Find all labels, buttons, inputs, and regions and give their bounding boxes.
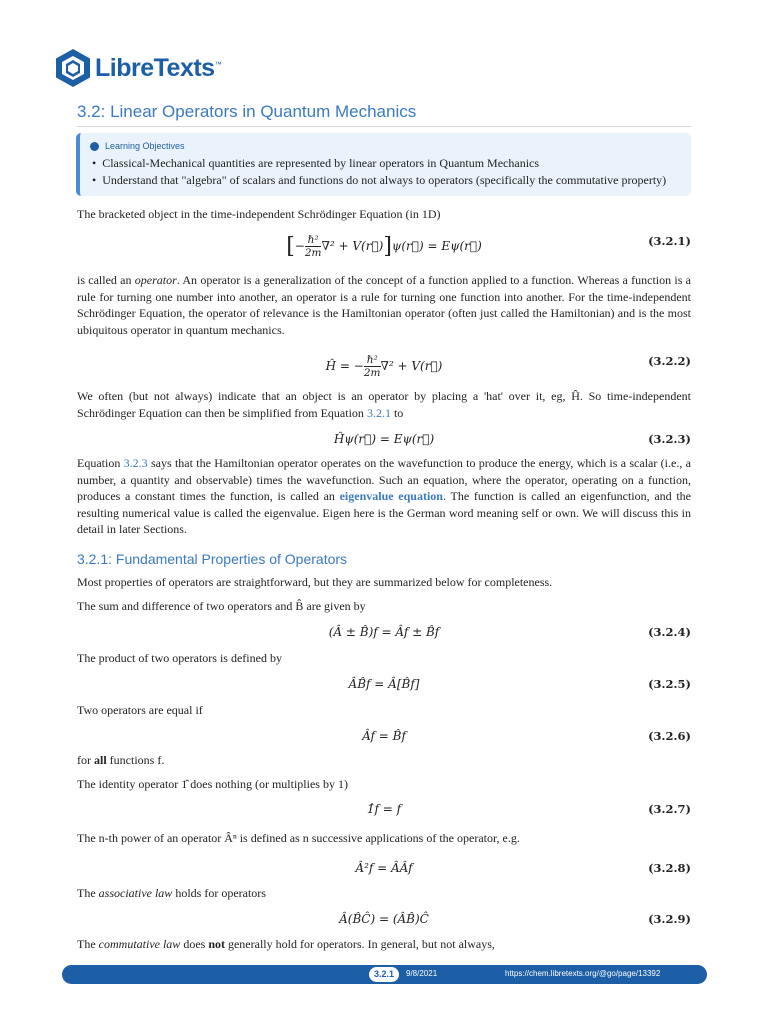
- footer-page-number: 3.2.1: [369, 967, 399, 982]
- paragraph: The bracketed object in the time-independent Schrödinger Equation (in 1D): [77, 207, 441, 221]
- footer-date: 9/8/2021: [406, 969, 438, 978]
- equation-link[interactable]: 3.2.3: [123, 456, 148, 470]
- libretexts-logo-icon: [55, 48, 91, 88]
- logo-text: LibreTexts™: [95, 53, 222, 82]
- paragraph: is called an operator. An operator is a generalization of the concept of a function applied to a function. Whereas a function is a rule for turning one number into another, an operator is a rule for turning one function into another. For the time-independent Schrödinger Equation, the operator of relevance is the Hamiltonian operator (often just called the Hamiltonian) and is the most ubiquitous operator in quantum mechanics.: [77, 273, 691, 337]
- libretexts-logo[interactable]: [55, 48, 221, 88]
- equation-math: Ĥ = − $\frac{\text{ℏ²}}{2m}$ ∇² + V(r⃗): [325, 354, 443, 379]
- equation-3-2-4: [77, 619, 691, 649]
- paragraph: The n-th power of an operator Âⁿ is defined as n successive applications of the operator, e.g.: [77, 831, 520, 845]
- paragraph: for all functions f.: [77, 753, 165, 767]
- equation-number: (3.2.4): [648, 625, 691, 639]
- equation-math: Â²f = ÂÂf: [355, 861, 413, 875]
- paragraph: The sum and difference of two operators and B̂ are given by: [77, 599, 366, 613]
- equation-3-2-3: [77, 426, 691, 456]
- equation-number: (3.2.6): [648, 729, 691, 743]
- equation-3-2-2: [77, 348, 691, 378]
- objectives-list: [92, 155, 666, 189]
- equation-number: (3.2.8): [648, 861, 691, 875]
- paragraph: The commutative law does not generally hold for operators. In general, but not always,: [77, 937, 495, 951]
- equation-3-2-9: [77, 906, 691, 936]
- paragraph: We often (but not always) indicate that an object is an operator by placing a 'hat' over it, eg, Ĥ. So time-independent Schrödinger Equation can then be simplified from Equation 3.2.1 to: [77, 389, 691, 420]
- equation-3-2-1: [77, 228, 691, 258]
- equation-link[interactable]: 3.2.1: [366, 405, 391, 420]
- equation-3-2-5: [77, 671, 691, 701]
- equation-number: (3.2.7): [648, 802, 691, 816]
- equation-math: 1̂f = f: [366, 802, 402, 816]
- equation-math: (Â ± B̂)f = Âf ± B̂f: [328, 625, 440, 639]
- equation-3-2-7: [77, 796, 691, 826]
- equation-math: Â(B̂Ĉ) = (ÂB̂)Ĉ: [339, 912, 429, 926]
- equation-math: Âf = B̂f: [362, 729, 406, 743]
- section-heading: 3.2.1: Fundamental Properties of Operators: [77, 551, 348, 567]
- glossary-link[interactable]: eigenvalue equation: [339, 489, 443, 503]
- equation-number: (3.2.9): [648, 912, 691, 926]
- footer-url-link[interactable]: https://chem.libretexts.org/@go/page/13392: [505, 969, 661, 978]
- paragraph: The identity operator 1̂ does nothing (or multiplies by 1): [77, 777, 348, 791]
- equation-math: ÂB̂f = Â[B̂f]: [348, 677, 420, 691]
- equation-number: (3.2.5): [648, 677, 691, 691]
- page-title: 3.2: Linear Operators in Quantum Mechanics: [77, 102, 417, 121]
- paragraph: Most properties of operators are straightforward, but they are summarized below for completeness.: [77, 575, 553, 589]
- objective-item: • Understand that "algebra" of scalars and functions do not always to operators (specifically the commutative property): [92, 172, 666, 189]
- equation-number: (3.2.1): [648, 234, 691, 248]
- info-icon: [90, 142, 99, 151]
- paragraph: Equation 3.2.3 says that the Hamiltonian operator operates on the wavefunction to produce the energy, which is a scalar (i.e., a number, a quantity and observable) times the wavefunction. Such an equation, where the operator, operating on a function, produces a constant times the function, is called an eigenvalue equation. The function is called an eigenfunction, and the resulting numerical value is called the eigenvalue. Eigen here is the German word meaning self or own. We will discuss this in detail in later Sections.: [77, 456, 692, 536]
- equation-math: Ĥψ(r⃗) = Eψ(r⃗): [333, 432, 435, 446]
- paragraph: The product of two operators is defined by: [77, 651, 282, 665]
- objective-item: • Classical-Mechanical quantities are represented by linear operators in Quantum Mechanics: [92, 155, 666, 172]
- equation-3-2-6: [77, 723, 691, 753]
- learning-objectives-box: [76, 133, 691, 196]
- objectives-heading-label: Learning Objectives: [105, 141, 185, 151]
- title-divider: [77, 126, 691, 127]
- equation-math: [− $\frac{\text{ℏ²}}{2m}$ ∇² + V(r⃗)]ψ(r⃗) = Eψ(r⃗): [286, 234, 482, 259]
- equation-number: (3.2.3): [648, 432, 691, 446]
- equation-number: (3.2.2): [648, 354, 691, 368]
- equation-3-2-8: [77, 855, 691, 885]
- paragraph: Two operators are equal if: [77, 703, 203, 717]
- objectives-heading: [90, 141, 185, 151]
- paragraph: The associative law holds for operators: [77, 886, 266, 900]
